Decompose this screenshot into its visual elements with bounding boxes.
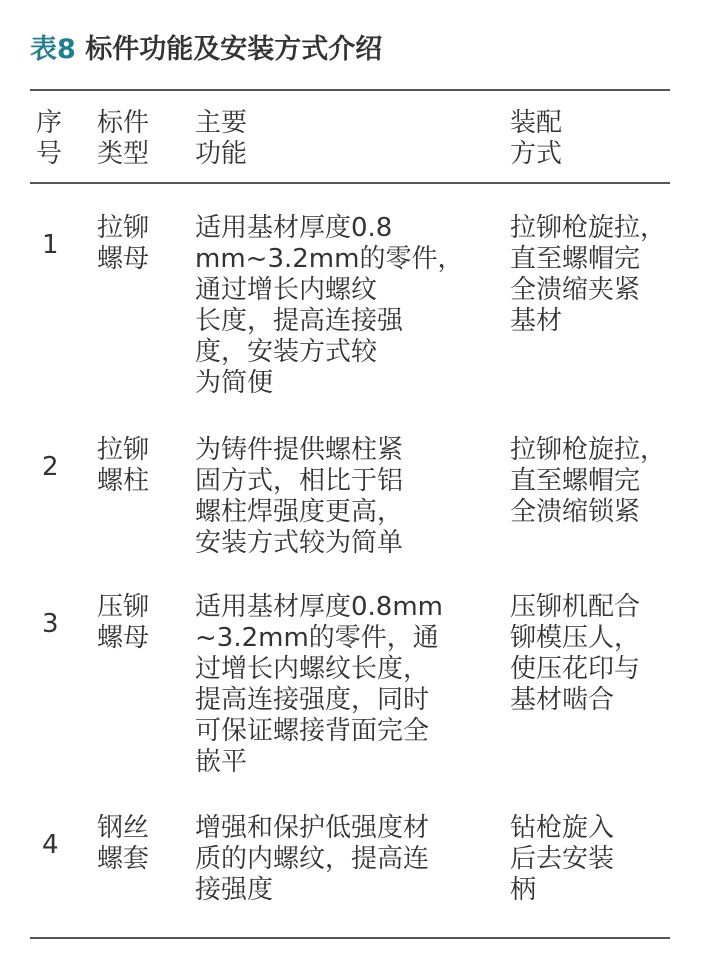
- row-function: 适用基材厚度0.8 mm~3.2mm的零件， 通过增长内螺纹 长度，提高连接强 度，安装方式较 为简便: [195, 213, 464, 398]
- row-type: 钢丝 螺套: [97, 813, 150, 874]
- header-index: 序 号: [36, 108, 63, 169]
- top-rule: [30, 89, 670, 91]
- row-assembly: 拉铆枪旋拉， 直至螺帽完 全溃缩锁紧: [510, 435, 667, 527]
- header-assembly: 装配 方式: [510, 108, 563, 169]
- row-index: 1: [42, 230, 59, 260]
- bottom-rule: [30, 937, 670, 939]
- row-assembly: 压铆机配合 铆模压人， 使压花印与 基材啮合: [510, 592, 641, 715]
- table-number: 表8: [30, 34, 76, 65]
- table-title: [30, 33, 382, 67]
- row-function: 为铸件提供螺柱紧 固方式，相比于铝 螺柱焊强度更高， 安装方式较为简单: [195, 435, 404, 558]
- table-caption: 标件功能及安装方式介绍: [85, 34, 383, 65]
- header-rule: [30, 182, 670, 184]
- row-index: 3: [42, 609, 59, 639]
- row-assembly: 钻枪旋入 后去安装 柄: [510, 813, 615, 905]
- row-index: 2: [42, 452, 59, 482]
- row-function: 适用基材厚度0.8mm ~3.2mm的零件，通 过增长内螺纹长度， 提高连接强度，同时 可保证螺接背面完全 嵌平: [195, 592, 444, 777]
- row-assembly: 拉铆枪旋拉， 直至螺帽完 全溃缩夹紧 基材: [510, 213, 667, 336]
- row-type: 拉铆 螺柱: [97, 435, 150, 496]
- header-function: 主要 功能: [195, 108, 248, 169]
- row-type: 压铆 螺母: [97, 592, 150, 653]
- header-type: 标件 类型: [97, 108, 150, 169]
- row-type: 拉铆 螺母: [97, 213, 150, 274]
- row-index: 4: [42, 830, 59, 860]
- row-function: 增强和保护低强度材 质的内螺纹，提高连 接强度: [195, 813, 430, 905]
